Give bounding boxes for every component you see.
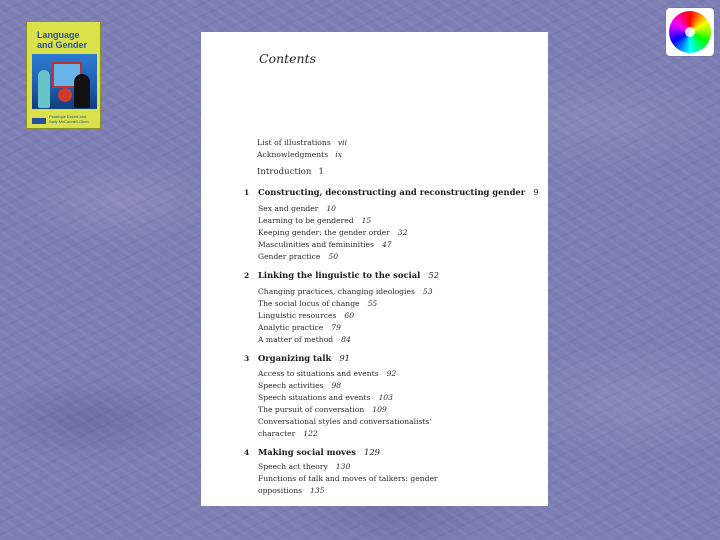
toc-entry-label: List of illustrations [257,138,331,147]
toc-section [258,323,341,332]
toc-section [258,311,354,320]
chapter-title-text: Constructing, deconstructing and reconstructing gender [258,187,526,197]
toc-section [258,335,351,344]
chapter-1-number: 1 [244,188,250,197]
toc-section [258,405,387,414]
toc-section [258,393,393,402]
toc-section [258,240,392,249]
toc-entry-illustrations [257,138,347,147]
toc-section [258,299,377,308]
cover-painting [32,54,97,109]
toc-section [258,228,407,237]
toc-entry-introduction [257,167,324,177]
chapter-page: 52 [428,270,439,280]
book-cover-thumbnail [26,21,101,129]
cover-title-line1: Language [37,30,80,40]
toc-section-label: Access to situations and events [258,369,379,378]
cover-title [37,30,99,50]
toc-section-page: 109 [372,405,387,414]
chapter-3-title [258,353,350,363]
toc-section-label: Gender practice [258,252,321,261]
chapter-title-text: Linking the linguistic to the social [258,270,421,280]
chapter-2-title [258,270,439,280]
toc-section-page: 15 [361,216,372,225]
toc-section-page: 32 [397,228,408,237]
toc-section [258,287,433,296]
toc-section-label: Learning to be gendered [258,216,354,225]
toc-section-page: 53 [422,287,433,296]
toc-entry-label: Acknowledgments [257,150,329,159]
page-title: Contents [259,51,317,66]
toc-section-page: 98 [331,381,342,390]
toc-section-page: 92 [386,369,397,378]
toc-section-page: 47 [381,240,392,249]
chapter-3-number: 3 [244,354,250,363]
toc-section [258,417,431,426]
cover-authors-line2: Sally McConnell-Ginet [49,119,89,124]
toc-section-label: Speech act theory [258,462,328,471]
chapter-page: 129 [364,447,381,457]
chapter-page: 91 [339,353,351,363]
toc-section-page: 79 [331,323,341,332]
toc-section [258,486,325,495]
toc-section-label: Linguistic resources [258,311,337,320]
toc-section [258,252,338,261]
toc-section-label: Speech activities [258,381,324,390]
toc-section-page: 10 [326,204,336,213]
cover-title-line2: and Gender [37,40,88,50]
toc-section-label: Sex and gender [258,204,319,213]
toc-section-page: 55 [367,299,378,308]
toc-section-label: The social locus of change [258,299,360,308]
publisher-logo [32,118,46,124]
toc-section-label: Speech situations and events [258,393,371,402]
toc-section [258,216,371,225]
toc-section-page: 60 [344,311,355,320]
toc-section [258,381,341,390]
color-wheel-icon [666,8,714,56]
toc-section-page: 103 [378,393,393,402]
chapter-1-title [258,187,539,197]
contents-page [201,32,548,506]
chapter-2-number: 2 [244,271,250,280]
toc-section [258,462,350,471]
toc-section [258,474,438,483]
toc-section-label: The pursuit of conversation [258,405,365,414]
toc-section [258,429,318,438]
chapter-title-text: Making social moves [258,447,357,457]
toc-section [258,204,336,213]
chapter-4-number: 4 [244,448,250,457]
toc-section-page: 135 [310,486,325,495]
chapter-page: 9 [533,187,539,197]
chapter-title-text: Organizing talk [258,353,332,363]
toc-entry-acknowledgments [257,150,342,159]
cover-painting-flowers [58,88,72,102]
toc-section-page: 122 [303,429,318,438]
color-wheel-hub [685,27,695,37]
toc-entry-page: ix [335,150,343,159]
cover-painting-figure-right [74,74,90,108]
toc-section-label: character [258,429,296,438]
toc-section-page: 130 [335,462,351,471]
toc-section-label: Keeping gender: the gender order [258,228,390,237]
cover-painting-figure-left [38,70,50,108]
toc-entry-label: Introduction [257,167,312,177]
toc-section-page: 50 [328,252,339,261]
toc-section [258,369,396,378]
cover-authors-line1: Penelope Eckert and [49,114,87,119]
toc-entry-page: 1 [318,167,324,177]
toc-section-label: Masculinities and femininities [258,240,374,249]
toc-section-page: 84 [341,335,351,344]
cover-authors [49,114,99,124]
toc-section-label: Functions of talk and moves of talkers: gender [258,474,438,483]
chapter-4-title [258,447,380,457]
toc-section-label: Changing practices, changing ideologies [258,287,415,296]
toc-entry-page: vii [337,138,348,147]
toc-section-label: A matter of method [258,335,334,344]
toc-section-label: Conversational styles and conversationalists' [258,417,432,426]
toc-section-label: oppositions [258,486,303,495]
toc-section-label: Analytic practice [258,323,324,332]
